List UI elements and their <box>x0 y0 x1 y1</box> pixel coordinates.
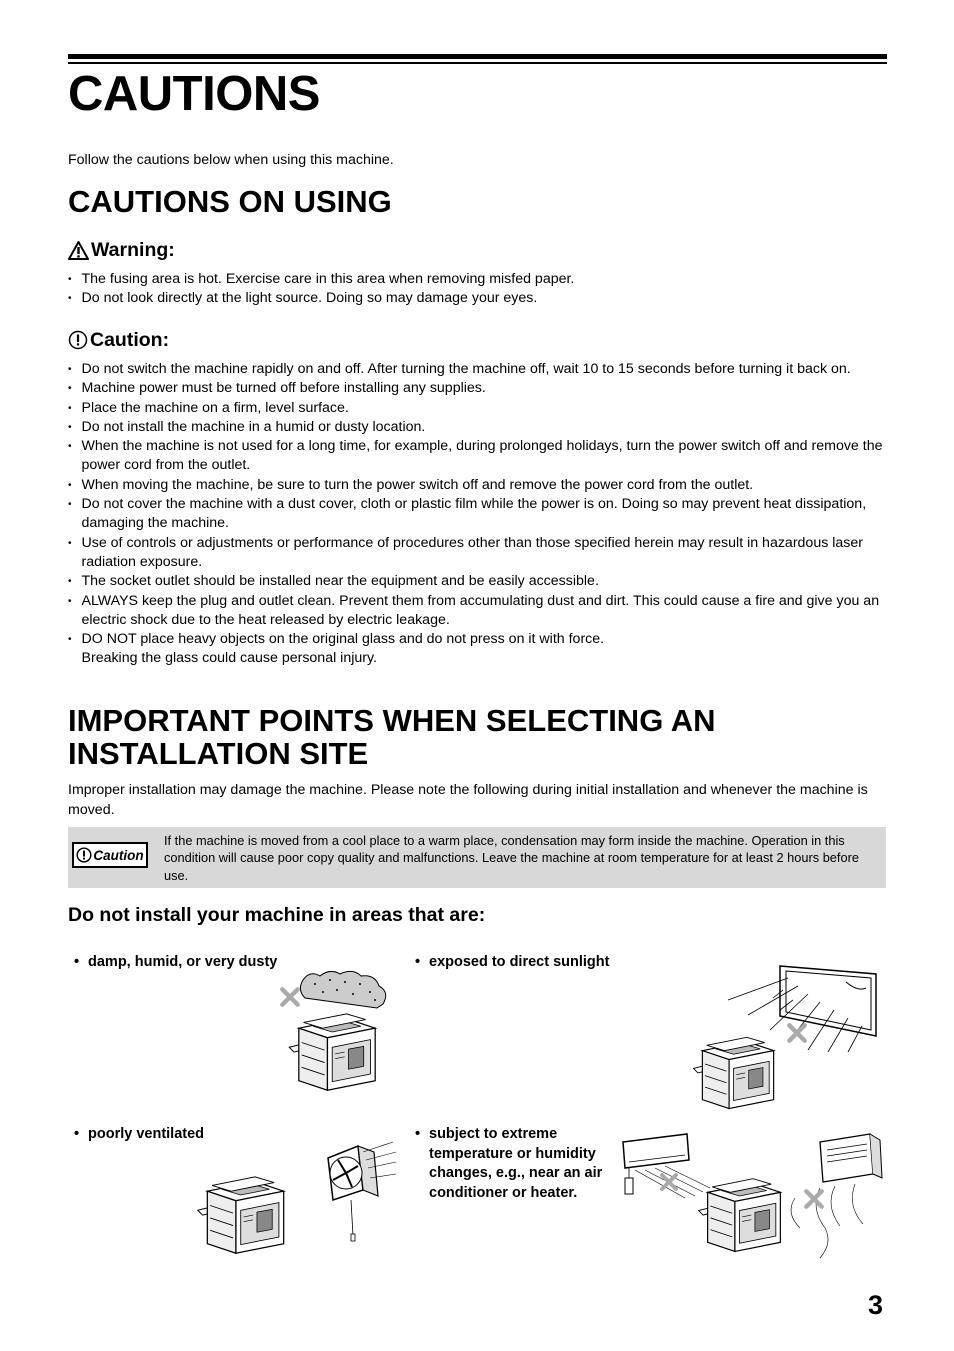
warning-heading <box>68 238 175 262</box>
section-heading-cautions-on-using: CAUTIONS ON USING <box>68 184 392 219</box>
warning-label: Warning: <box>91 239 175 261</box>
copier-fan-illustration <box>188 1138 398 1263</box>
page-title: CAUTIONS <box>68 67 320 121</box>
caution-circle-icon <box>68 330 88 350</box>
list-item: • Do not switch the machine rapidly on and off. After turning the machine off, wait 10 to 15 seconds before turning it back on. <box>68 360 888 379</box>
page-number: 3 <box>868 1290 884 1320</box>
list-item: • The socket outlet should be installed near the equipment and be easily accessible. <box>68 572 888 591</box>
copier-aircon-heater-illustration <box>615 1128 890 1263</box>
list-item: • Do not install the machine in a humid or dusty location. <box>68 418 888 437</box>
section-heading-line: IMPORTANT POINTS WHEN SELECTING AN <box>68 703 716 738</box>
warning-list <box>68 270 888 309</box>
list-item: • Do not cover the machine with a dust cover, cloth or plastic film while the power is on. Doing so may prevent heat dissipation, damaging the machine. <box>68 495 888 534</box>
section-heading-line: INSTALLATION SITE <box>68 736 369 771</box>
caution-note-box <box>68 827 886 888</box>
warning-triangle-icon <box>68 241 89 260</box>
caution-list <box>68 360 888 669</box>
list-item: • Do not look directly at the light source. Doing so may damage your eyes. <box>68 289 888 308</box>
list-item: • When the machine is not used for a long time, for example, during prolonged holidays, turn the power switch off and remove the power cord from the outlet. <box>68 437 888 476</box>
title-rule-thick <box>68 54 887 59</box>
list-item: • The fusing area is hot. Exercise care in this area when removing misfed paper. <box>68 270 888 289</box>
list-item: • When moving the machine, be sure to turn the power switch off and remove the power cord from the outlet. <box>68 476 888 495</box>
copier-dust-illustration <box>275 968 395 1098</box>
copier-sunlight-illustration <box>688 960 883 1115</box>
areas-subheading: Do not install your machine in areas that are: <box>68 904 486 926</box>
list-item: • Machine power must be turned off before installing any supplies. <box>68 379 888 398</box>
area-item-damp: • damp, humid, or very dusty <box>68 953 278 973</box>
page-intro: Follow the cautions below when using this machine. <box>68 152 394 168</box>
list-item: • DO NOT place heavy objects on the original glass and do not press on it with force. Breaking the glass could cause personal injury. <box>68 630 888 669</box>
area-item-temperature: • subject to extreme temperature or humidity changes, e.g., near an air conditioner or heater. <box>409 1125 619 1203</box>
caution-badge-label: Caution <box>93 847 144 863</box>
caution-badge <box>72 842 148 868</box>
list-item: • Use of controls or adjustments or performance of procedures other than those specified herein may result in hazardous laser radiation exposure. <box>68 534 888 573</box>
caution-label: Caution: <box>90 329 170 351</box>
area-item-sunlight: • exposed to direct sunlight <box>409 953 679 973</box>
caution-heading <box>68 328 169 352</box>
caution-circle-icon <box>76 847 92 863</box>
list-item: • ALWAYS keep the plug and outlet clean. Prevent them from accumulating dust and dirt. This could cause a fire and give you an electric shock due to the heat released by electric leakage. <box>68 592 888 631</box>
section-heading-installation-site <box>68 704 716 770</box>
list-item: • Place the machine on a firm, level surface. <box>68 399 888 418</box>
caution-note-text: If the machine is moved from a cool place to a warm place, condensation may form inside the machine. Operation in this condition will cause poor copy quality and malfunctions. Leave the machine at room temperature for at least 2 hours before use. <box>164 833 859 883</box>
area-item-ventilation: • poorly ventilated <box>68 1125 208 1145</box>
installation-intro: Improper installation may damage the machine. Please note the following during initial installation and whenever the machine is moved. <box>68 782 868 818</box>
